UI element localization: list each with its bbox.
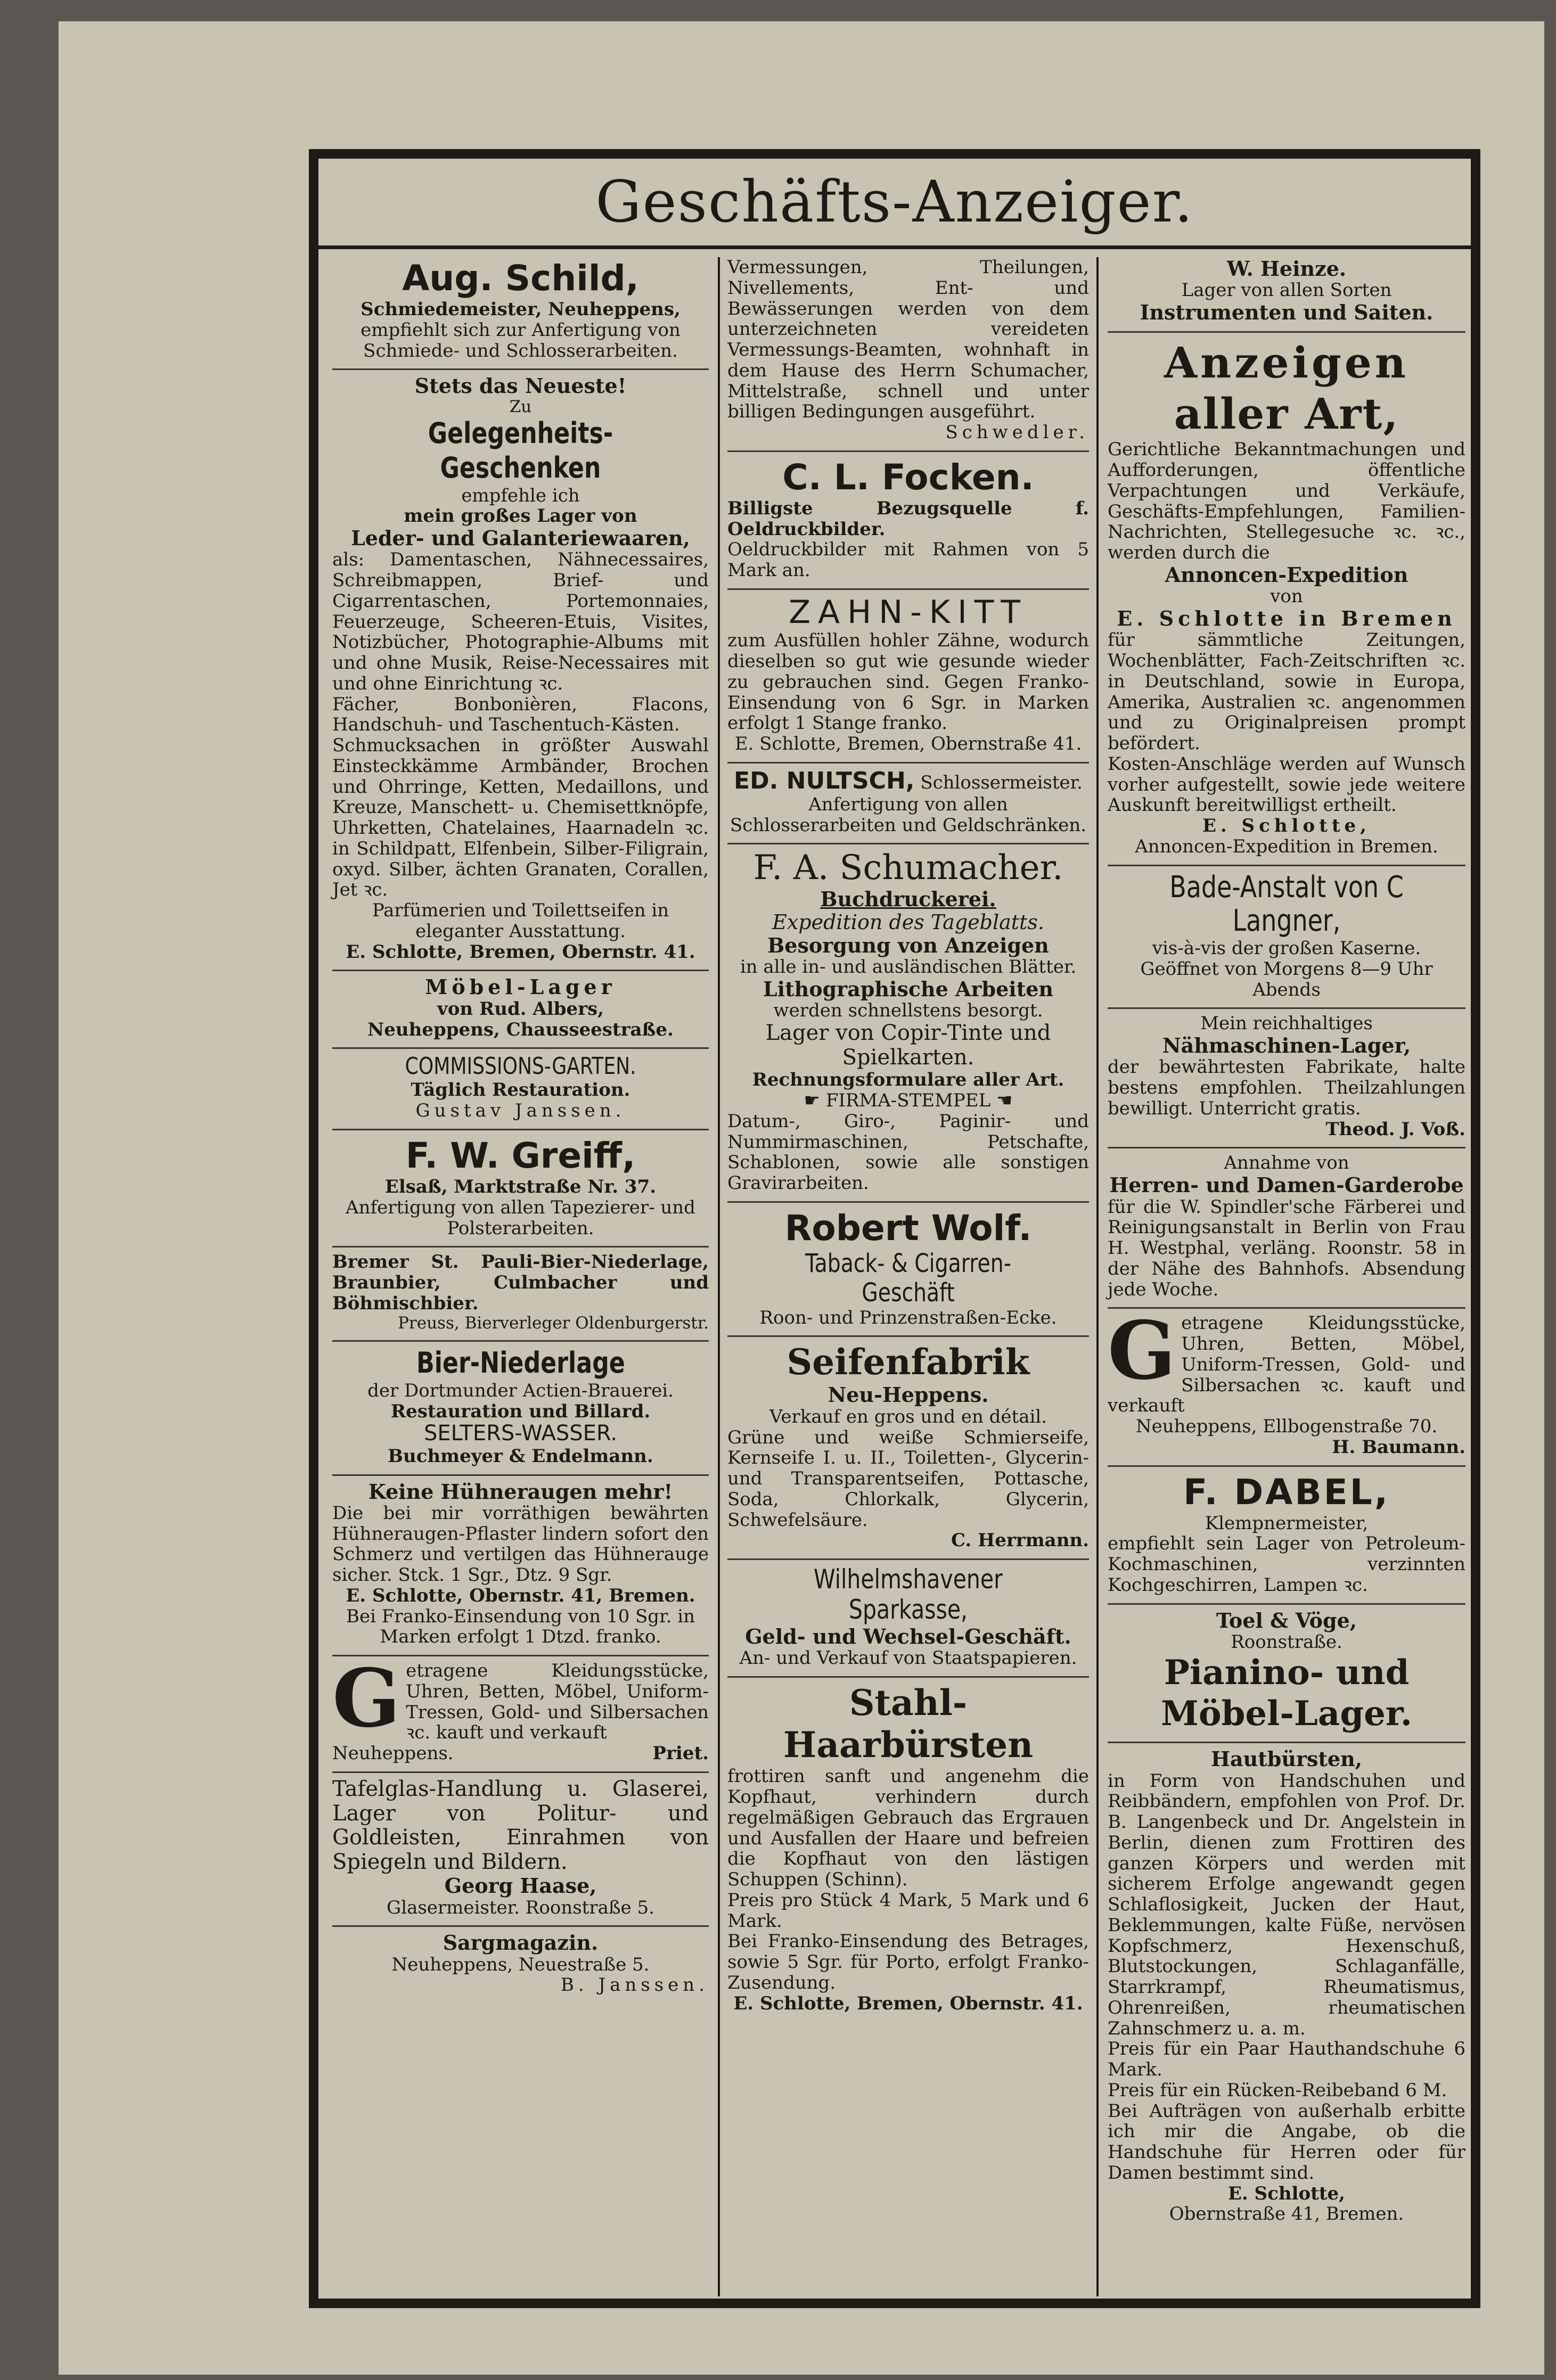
page-title: Geschäfts-Anzeiger. — [595, 169, 1194, 235]
ad-signature: E. Schlotte, Bremen, Obernstr. 41. — [733, 1992, 1083, 2014]
ad-text: Buchdruckerei. — [820, 887, 996, 912]
ad-body: für sämmtliche Zeitungen, Wochenblätter, Fach-Zeitschriften ꝛc. in Deutschland, sowie in Europa, Amerika, Australien ꝛc. angenommen und zu Originalpreisen prompt befördert. — [1108, 629, 1465, 754]
ad-body: Gerichtliche Bekanntmachungen und Aufforderungen, öffentliche Verpachtungen und Verkäufe, Geschäfts-Empfehlungen, Familien-Nachrichten, Stellegesuche ꝛc. ꝛc., werden durch die — [1108, 439, 1465, 564]
ad-title-text: Wilhelmshavener Sparkasse, — [813, 1564, 1003, 1625]
column-left — [325, 257, 716, 2296]
ad-signature: Schwedler. — [945, 422, 1089, 443]
ad-huehneraugen — [332, 1480, 709, 1657]
ad-signature: H. Baumann. — [1332, 1436, 1465, 1458]
ad-body: Datum-, Giro-, Paginir- und Nummirmaschinen, Petschafte, Schablonen, sowie alle sonstigen Gravirarbeiten. — [727, 1110, 1089, 1194]
ad-body: Bei Franko-Einsendung von 10 Sgr. in Marken erfolgt 1 Dtzd. franko. — [346, 1605, 695, 1648]
ad-priet — [332, 1652, 709, 1773]
ad-text: Mein reichhaltiges — [1200, 1013, 1373, 1035]
ad-schumacher — [727, 849, 1089, 1202]
ad-text: werden schnellstens besorgt. — [773, 1000, 1043, 1022]
ad-body: Preis pro Stück 4 Mark, 5 Mark und 6 Mark. — [727, 1889, 1089, 1932]
ad-body: Preis für ein Paar Hauthandschuhe 6 Mark. — [1108, 2038, 1465, 2081]
ad-dropcap: G — [332, 1652, 401, 1746]
ad-subtitle: Schmiedemeister, Neuheppens, — [361, 299, 681, 321]
ad-text: in alle in- und ausländischen Blätter. — [740, 956, 1077, 978]
ad-text: vis-à-vis der großen Kaserne. — [1152, 938, 1421, 959]
ad-title-text: Gelegenheits-Geschenken — [428, 416, 613, 485]
ad-moebel — [332, 975, 709, 1049]
ad-text: Neuheppens, Neuestraße 5. — [391, 1954, 650, 1975]
ad-headline: Pianino- und Möbel-Lager. — [1161, 1652, 1412, 1734]
ad-subtitle: Elsaß, Marktstraße Nr. 37. — [384, 1176, 657, 1198]
ad-text: von Rud. Albers, — [437, 998, 604, 1020]
ad-subtitle — [727, 1249, 1089, 1307]
ad-signature: Priet. — [652, 1743, 709, 1765]
ad-haase — [332, 1777, 709, 1927]
ad-text: empfiehlt sich zur Anfertigung von Schmiede- und Schlosserarbeiten. — [361, 319, 681, 362]
advertisement-frame — [309, 149, 1480, 2308]
ad-text: Neuheppens, Chausseestraße. — [367, 1019, 674, 1040]
ad-body: Kosten-Anschläge werden auf Wunsch vorher aufgestellt, sowie jede weitere Auskunft bereitwilligst ertheilt. — [1108, 753, 1465, 816]
ad-text: empfehle ich — [461, 485, 580, 506]
ad-signature: Gustav Janssen. — [415, 1100, 626, 1122]
ad-title: ZAHN-KITT — [788, 593, 1028, 631]
ad-title-line — [1108, 1471, 1465, 1534]
ad-title — [1108, 871, 1465, 939]
ad-text: Anfertigung von allen Tapezierer- und Polsterarbeiten. — [346, 1196, 695, 1239]
ad-signature: Theod. J. Voß. — [1325, 1118, 1465, 1140]
ad-place: Neuheppens. — [332, 1743, 454, 1765]
ad-schild — [332, 257, 709, 370]
ad-text: von — [1270, 586, 1303, 608]
ad-signature: Obernstraße 41, Bremen. — [1169, 2203, 1404, 2225]
ad-text: Annahme von — [1224, 1152, 1349, 1174]
newspaper-page — [59, 21, 1544, 2375]
ad-signature: E. Schlotte, — [1202, 815, 1371, 836]
ad-text: Geöffnet von Morgens 8—9 Uhr Abends — [1140, 958, 1433, 1000]
ad-signature: E. Schlotte, Bremen, Obernstr. 41. — [346, 941, 695, 963]
ad-toel — [1108, 1609, 1465, 1744]
ad-signature: Georg Haase, — [444, 1874, 597, 1898]
ad-title: Bremer St. Pauli-Bier-Niederlage, Braunbier, Culmbacher und Böhmischbier. — [332, 1251, 709, 1314]
ad-stahl — [727, 1682, 1089, 2021]
ad-text: der Dortmunder Actien-Brauerei. — [367, 1380, 674, 1401]
ad-title: Aug. Schild, — [402, 258, 639, 299]
ad-body: Schmucksachen in größter Auswahl Einsteckkämme Armbänder, Brochen und Ohrringe, Ketten, Medaillons, und Kreuze, Manschett- u. Chemisettknöpfe, Uhrketten, Chatelaines, Haarnadeln ꝛc. in Schildpatt, Elfenbein, Silber-Filigrain, oxyd. Silber, ächten Granaten, Corallen, Jet ꝛc. — [332, 735, 709, 901]
ad-title — [727, 1564, 1089, 1625]
ad-voss — [1108, 1013, 1465, 1148]
ad-kicker: Stets das Neueste! — [414, 374, 627, 398]
ad-subtitle-text: Taback- & Cigarren-Geschäft — [805, 1249, 1011, 1308]
ad-body: empfiehlt sein Lager von Petroleum-Kochmaschinen, verzinnten Kochgeschirren, Lampen ꝛc. — [1108, 1533, 1465, 1596]
ad-title — [332, 416, 709, 486]
ad-seifenfabrik — [727, 1341, 1089, 1560]
ad-title: F. W. Greiff, — [405, 1135, 636, 1176]
ad-title-line — [727, 768, 1089, 794]
ad-heinze — [1108, 257, 1465, 333]
column-right — [1100, 257, 1473, 2296]
ad-schwedler — [727, 257, 1089, 452]
ad-title: F. DABEL, — [1183, 1471, 1390, 1513]
ad-title: Stahl-Haarbürsten — [783, 1682, 1034, 1766]
ad-dabel — [1108, 1471, 1465, 1605]
ad-title: ED. NULTSCH, — [734, 767, 915, 794]
ad-garten — [332, 1053, 709, 1130]
ad-wolf — [727, 1207, 1089, 1337]
ad-body: Preis für ein Rücken-Reibeband 6 M. — [1108, 2079, 1447, 2101]
ad-gifts — [332, 374, 709, 971]
ad-text: SELTERS-WASSER. — [423, 1421, 617, 1446]
ad-body: Tafelglas-Handlung u. Glaserei, Lager von Politur- und Goldleisten, Einrahmen von Spiegeln und Bildern. — [332, 1776, 709, 1874]
ad-title: Toel & Vöge, — [1216, 1608, 1357, 1632]
ad-text: Verkauf en gros und en détail. — [769, 1406, 1047, 1427]
ad-text: Expedition des Tageblatts. — [772, 910, 1044, 934]
ad-title: C. L. Focken. — [782, 456, 1034, 498]
ad-body-text: etragene Kleidungsstücke, Uhren, Betten, Möbel, Uniform-Tressen, Gold- und Silbersachen ꝛc. kauft und verkauft — [1108, 1312, 1465, 1417]
ad-text: Roon- und Prinzenstraßen-Ecke. — [759, 1307, 1057, 1328]
ad-title: aller Art, — [1174, 389, 1399, 439]
ad-greiff — [332, 1135, 709, 1248]
ad-body — [1108, 1304, 1465, 1417]
ad-text: Roonstraße. — [1231, 1631, 1342, 1653]
ad-garderobe — [1108, 1153, 1465, 1309]
ad-text: Annoncen-Expedition — [1165, 562, 1408, 587]
ad-text: Lager von allen Sorten — [1181, 280, 1392, 301]
ad-text: ☛ FIRMA-STEMPEL ☚ — [804, 1090, 1013, 1112]
ad-text: Oeldruckbilder mit Rahmen von 5 Mark an. — [727, 539, 1089, 581]
ad-signature: Preuss, Bierverleger Oldenburgerstr. — [398, 1313, 709, 1333]
ad-signature: Buchmeyer & Endelmann. — [388, 1445, 653, 1467]
ad-title — [332, 1053, 709, 1080]
ad-anzeigen — [1108, 337, 1465, 866]
ad-title: Herren- und Damen-Garderobe — [1109, 1173, 1464, 1197]
ad-body: als: Damentaschen, Nähnecessaires, Schreibmappen, Brief- und Cigarrentaschen, Portemonnaies, Feuerzeuge, Scheeren-Etuis, Visites, Notizbücher, Photographie-Albums mit und ohne Musik, Reise-Necessaires mit und ohne Einrichtung ꝛc. — [332, 549, 709, 694]
ad-text: Zu — [509, 397, 532, 416]
ad-hautbuersten — [1108, 1747, 1465, 2232]
page-header — [318, 159, 1471, 249]
column-middle — [718, 257, 1099, 2296]
ad-text: mein großes Lager von — [404, 505, 637, 527]
ad-body: für die W. Spindler'sche Färberei und Reinigungsanstalt in Berlin von Frau H. Westphal, verläng. Roonstr. 58 in der Nähe des Bahnhofs. Absendung jede Woche. — [1108, 1196, 1465, 1300]
ad-text: Instrumenten und Saiten. — [1140, 300, 1434, 325]
ad-body-text: etragene Kleidungsstücke, Uhren, Betten, Möbel, Uniform-Tressen, Gold- und Silbersachen ꝛc. kauft und verkauft — [406, 1660, 709, 1744]
ad-body: Bei Franko-Einsendung des Betrages, sowie 5 Sgr. für Porto, erfolgt Franko-Zusendung. — [727, 1931, 1089, 1993]
ad-title: Robert Wolf. — [784, 1207, 1032, 1249]
ad-text: Täglich Restauration. — [411, 1079, 630, 1101]
ad-text: Anfertigung von allen Schlosserarbeiten und Geldschränken. — [730, 793, 1087, 836]
ad-trade: Schlossermeister. — [920, 772, 1083, 793]
ad-body: Parfümerien und Toilettseifen in eleganter Ausstattung. — [372, 900, 669, 942]
ad-body: Bei Aufträgen von außerhalb erbitte ich mir die Angabe, ob die Handschuhe für Herren oder für Damen bestimmt sind. — [1108, 2100, 1465, 2184]
ad-body: Vermessungen, Theilungen, Nivellements, Ent- und Bewässerungen werden von dem unterzeichneten vereideten Vermessungs-Beamten, wohnhaft in dem Hause des Herrn Schumacher, Mittelstraße, schnell und unter billigen Bedingungen ausgeführt. — [727, 257, 1089, 423]
ad-nultsch — [727, 768, 1089, 845]
ad-dropcap: G — [1108, 1304, 1176, 1398]
ad-title — [332, 1346, 709, 1381]
ad-title: Nähmaschinen-Lager, — [1162, 1033, 1411, 1058]
ad-title-text: Bade-Anstalt von C Langner, — [1169, 869, 1404, 939]
ad-title: Möbel-Lager — [425, 975, 616, 999]
ad-title: Sargmagazin. — [443, 1931, 599, 1955]
ad-title: Hautbürsten, — [1211, 1747, 1362, 1771]
ad-text: An- und Verkauf von Staatspapieren. — [739, 1647, 1077, 1669]
ad-focken — [727, 456, 1089, 590]
ad-text: Rechnungsformulare aller Art. — [752, 1069, 1064, 1091]
ad-zahnkitt — [727, 594, 1089, 764]
ad-body: frottiren sanft und angenehm die Kopfhaut, verhindern durch regelmäßigen Gebrauch das Ergrauen und Ausfallen der Haare und befreien die Kopfhaut von den lästigen Schuppen (Schinn). — [727, 1766, 1089, 1891]
ad-signature: E. Schlotte, Obernstr. 41, Bremen. — [346, 1585, 695, 1606]
ad-pauli — [332, 1252, 709, 1342]
ad-title: Keine Hühneraugen mehr! — [368, 1479, 673, 1504]
ad-footer — [332, 1743, 709, 1764]
ad-signature: B. Janssen. — [560, 1974, 709, 1996]
ad-title: F. A. Schumacher. — [753, 848, 1063, 888]
ad-title-text: COMMISSIONS-GARTEN. — [405, 1053, 636, 1080]
ad-baumann — [1108, 1304, 1465, 1466]
ad-body: in Form von Handschuhen und Reibbändern, empfohlen von Prof. Dr. B. Langenbeck und Dr. Angelstein in Berlin, dienen zum Frottiren des ganzen Körpers und werden mit sicherem Erfolge angewandt gegen Schlaflosigkeit, Jucken der Haut, Beklemmungen, kalte Füße, nervösen Kopfschmerz, Hexenschuß, Blutstockungen, Schlaganfälle, Starrkrampf, Rheumatismus, Ohrenreißen, rheumatischen Zahnschmerz u. a. m. — [1108, 1770, 1465, 2039]
ad-body: zum Ausfüllen hohler Zähne, wodurch dieselben so gut wie gesunde wieder zu gebrauchen sind. Gegen Franko-Einsendung von 6 Sgr. in Marken erfolgt 1 Stange franko. — [727, 630, 1089, 734]
ad-title: Seifenfabrik — [787, 1341, 1030, 1383]
ad-text: Besorgung von Anzeigen — [767, 933, 1049, 958]
ad-text: Restauration und Billard. — [390, 1400, 651, 1422]
ad-signature: E. Schlotte, — [1227, 2182, 1346, 2204]
ad-bade — [1108, 871, 1465, 1010]
ad-body — [332, 1652, 709, 1746]
ad-text: Lithographische Arbeiten — [763, 977, 1054, 1002]
ad-subtitle: Leder- und Galanteriewaaren, — [351, 526, 690, 551]
ad-body: der bewährtesten Fabrikate, halte bestens empfohlen. Theilzahlungen bewilligt. Unterricht gratis. — [1108, 1056, 1465, 1119]
ad-stamp: FIRMA-STEMPEL — [825, 1090, 991, 1112]
ad-text: E. Schlotte in Bremen — [1117, 606, 1456, 630]
ad-text: Glasermeister. Roonstraße 5. — [387, 1897, 654, 1918]
ad-text: Billigste Bezugsquelle f. Oeldruckbilder. — [727, 497, 1089, 540]
ad-body: Grüne und weiße Schmierseife, Kernseife I. u. II., Toiletten-, Glycerin- und Transparentseifen, Pottasche, Soda, Chlorkalk, Glycerin, Schwefelsäure. — [727, 1426, 1089, 1531]
ad-body: Die bei mir vorräthigen bewährten Hühneraugen-Pflaster lindern sofort den Schmerz und vertilgen das Hühnerauge sicher. Stck. 1 Sgr., Dtz. 9 Sgr. — [332, 1502, 709, 1586]
ad-trade: Klempnermeister, — [1205, 1512, 1369, 1534]
ad-sparkasse — [727, 1564, 1089, 1678]
ad-title: W. Heinze. — [1226, 257, 1347, 281]
ad-text: Neuheppens, Ellbogenstraße 70. — [1135, 1416, 1438, 1438]
ad-signature: Annoncen-Expedition in Bremen. — [1135, 835, 1438, 857]
ad-sarg — [332, 1931, 709, 2003]
ad-title-text: Bier-Niederlage — [416, 1345, 625, 1380]
ad-body: Fächer, Bonbonièren, Flacons, Handschuh- und Taschentuch-Kästen. — [332, 693, 709, 736]
ad-signature: C. Herrmann. — [951, 1530, 1089, 1552]
ad-text: Neu-Heppens. — [828, 1383, 989, 1407]
ad-text: Lager von Copir-Tinte und Spielkarten. — [765, 1021, 1051, 1070]
ad-subtitle: Geld- und Wechsel-Geschäft. — [745, 1624, 1071, 1648]
ad-title: Anzeigen — [1164, 338, 1409, 388]
ad-signature: E. Schlotte, Bremen, Obernstraße 41. — [734, 733, 1082, 755]
ad-bier — [332, 1346, 709, 1476]
